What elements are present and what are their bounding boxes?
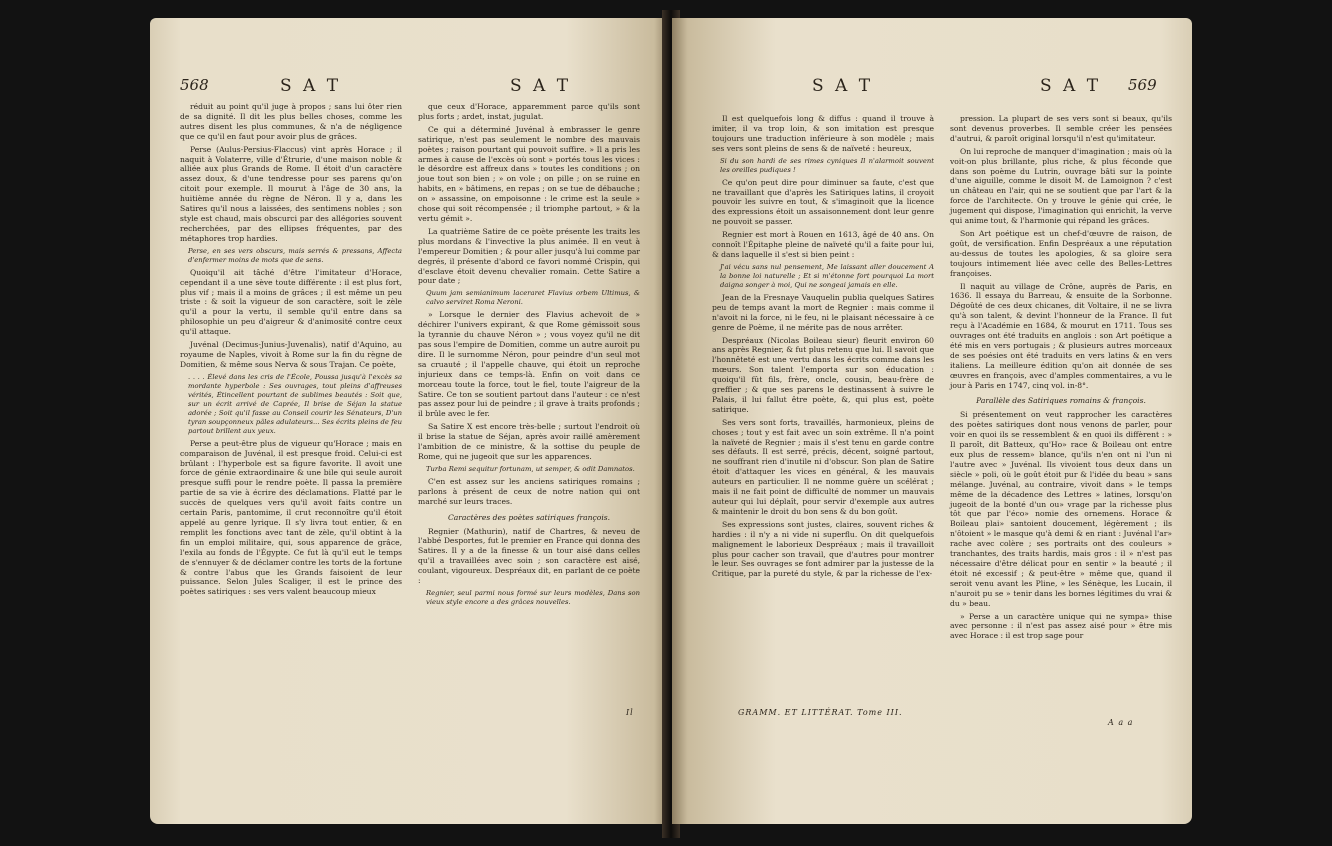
running-header: S A T (1040, 76, 1102, 96)
text-column (180, 102, 402, 600)
verse-quote: Si du son hardi de ses rimes cyniques Il n'alarmoit souvent les oreilles pudiques ! (720, 156, 934, 174)
footer-signature-line: GRAMM. ET LITTÉRAT. Tome III. (738, 708, 903, 717)
printer-signature: A a a (1108, 718, 1134, 727)
paragraph: Il est quelquefois long & diffus : quand il trouve à imiter, il va trop loin, & son imitation est presque toujours une traduction inférieure à son modèle ; mais ses vers sont pleins de sens & de naïveté : heureux, (712, 114, 934, 153)
text-column (950, 114, 1172, 644)
paragraph: Ce qu'on peut dire pour diminuer sa faute, c'est que ne travaillant que d'après les Satiriques latins, il croyoit pouvoir les suivre en tout, & s'imaginoit que la licence des expressions étoit un assaisonnement dont leur genre ne pouvoit se passer. (712, 177, 934, 227)
paragraph: réduit au point qu'il juge à propos ; sans lui ôter rien de sa dignité. Il dit les plus belles choses, comme les autres disent les plus communes, & n'a de négligence que ce qu'il en faut pour avoir plus de grâces. (180, 102, 402, 141)
paragraph: Il naquit au village de Crône, auprès de Paris, en 1636. Il essaya du Barreau, & ensuite de la Sorbonne. Dégoûté de ces deux chicanes, dit Voltaire, il ne se livra qu'à son talent, & devint l'honneur de la France. Il fut reçu à l'Académie en 1684, & mourut en 1711. Tous ses ouvrages ont été traduits en anglois : son Art poétique a été mis en vers portugais ; & plusieurs autres morceaux de ses poésies ont été traduits en vers latins & en vers italiens. La meilleure édition qu'on ait donnée de ses œuvres en françois, avec d'amples commentaires, a vu le jour à Paris en 1747, cinq vol. in-8°. (950, 281, 1172, 390)
verse-quote: . . . . Élevé dans les cris de l'École, Poussa jusqu'à l'excès sa mordante hyperbole : Ses ouvrages, tout pleins d'affreuses vérités, Étincellent pourtant de sublimes beautés : Soit que, sur un écrit arrivé de Caprée, Il brise de Séjan la statue adorée ; Soit qu'il fasse au Conseil courir les Sénateurs, D'un tyran soupçonneux pâles adulateurs... Ses écrits pleins de feu partout brillent aux yeux. (188, 372, 402, 435)
section-heading: Caractères des poètes satiriques françois. (447, 512, 611, 522)
latin-quote: Quum jam semianimum laceraret Flavius orbem Ultimus, & calvo serviret Roma Neroni. (426, 289, 640, 307)
verse-quote: Regnier, seul parmi nous formé sur leurs modèles, Dans son vieux style encore a des grâces nouvelles. (426, 588, 640, 606)
paragraph: Despréaux (Nicolas Boileau sieur) fleurit environ 60 ans après Regnier, & fut plus retenu que lui. Il savoit que l'honnêteté est une vertu dans les écrits comme dans les mœurs. Son talent l'emporta sur son éducation : quoiqu'il fût fils, frère, oncle, cousin, beau-frère de greffier ; & que ses parens le destinassent à suivre le Palais, il lui fallut être poète, &, qui plus est, poète satirique. (712, 335, 934, 414)
left-page (150, 18, 670, 824)
latin-quote: Turba Remi sequitur fortunam, ut semper, & odit Damnatos. (426, 464, 635, 473)
paragraph: Son Art poétique est un chef-d'œuvre de raison, de goût, de versification. Enfin Despréaux a une réputation au-dessus de toutes les apologies, & sa gloire sera toujours intimement liée avec celle des Belles-Lettres françoises. (950, 228, 1172, 278)
running-header: S A T (812, 76, 874, 96)
verse-quote: Perse, en ses vers obscurs, mais serrés & pressans, Affecta d'enfermer moins de mots que de sens. (188, 246, 402, 264)
paragraph: Ce qui a déterminé Juvénal à embrasser le genre satirique, n'est pas seulement le nombre des mauvais poètes ; raison pourtant qui pouvoit suffire. » Il a pris les armes à cause de l'excès où sont » portés tous les vices : le désordre est affreux dans » toutes les conditions ; on joue tout son bien ; » on vole ; on pille ; on se ruine en habits, en » bâtimens, en repas ; on se tue de débauche ; on » assassine, on empoisonne : le crime est la seule » chose qui soit récompensée ; il triomphe partout, » & la vertu gémit ». (418, 124, 640, 223)
paragraph: » Lorsque le dernier des Flavius achevoit de » déchirer l'univers expirant, & que Rome gémissoit sous la tyrannie du chauve Néron » ; vous voyez qu'il ne dit pas sous l'empire de Domitien, comme un autre auroit pu dire. Il le surnomme Néron, pour peindre d'un seul mot sa cruauté ; il l'appelle chauve, qui étoit un reproche injurieux dans ce temps-là. Enfin on voit dans ce morceau toute la force, tout le fiel, toute l'aigreur de la Satire. Ce ton se soutient partout dans l'auteur : ce n'est pas assez pour lui de peindre ; il grave à traits profonds ; il brûle avec le fer. (418, 310, 640, 419)
running-header: S A T (280, 76, 342, 96)
text-column (712, 114, 934, 582)
right-page (672, 18, 1192, 824)
paragraph: C'en est assez sur les anciens satiriques romains ; parlons à présent de ceux de notre nation qui ont marché sur leurs traces. (418, 476, 640, 506)
paragraph: Perse (Aulus-Persius-Flaccus) vint après Horace ; il naquit à Volaterre, ville d'Étrurie, d'une maison noble & alliée aux plus Grands de Rome. Il étoit d'un caractère assez doux, & d'une tendresse pour ses parens qu'on citoit pour exemple. Il mourut à l'âge de 30 ans, la huitième année du règne de Néron. Il y a, dans les Satires qu'il nous a laissées, des sentimens nobles ; son style est chaud, mais obscurci par des allégories souvent recherchées, par des ellipses fréquentes, par des métaphores trop hardies. (180, 144, 402, 243)
running-header: S A T (510, 76, 572, 96)
catchword: Il (626, 708, 634, 717)
paragraph: pression. La plupart de ses vers sont si beaux, qu'ils sont devenus proverbes. Il semble créer les pensées d'autrui, & paroît original lorsqu'il n'est qu'imitateur. (950, 114, 1172, 143)
paragraph: que ceux d'Horace, apparemment parce qu'ils sont plus forts ; ardet, instat, jugulat. (418, 102, 640, 121)
paragraph: Perse a peut-être plus de vigueur qu'Horace ; mais en comparaison de Juvénal, il est presque froid. Celui-ci est brûlant : l'hyperbole est sa figure favorite. Il avoit une force de génie extraordinaire & une bile qui seule auroit presque suffi pour le rendre poète. Il passa la première partie de sa vie à écrire des déclamations. Flatté par le succès de quelques vers qu'il avoit faits contre un certain Paris, pantomime, il crut reconnoître qu'il étoit appelé au genre lyrique. Il s'y livra tout entier, & en remplit les fonctions avec tant de zèle, qu'il obtint à la fin un emploi militaire, qui, sous apparence de grâce, l'exila au fonds de l'Égypte. Ce fut là qu'il eut le temps de s'ennuyer & de déclamer contre les torts de la fortune & contre l'abus que les Grands faisoient de leur puissance. Selon Jules Scaliger, il est le prince des poètes satiriques : ses vers valent beaucoup mieux (180, 438, 402, 597)
paragraph: Ses vers sont forts, travaillés, harmonieux, pleins de choses ; tout y est fait avec un soin extrême. Il n'a point la naïveté de Regnier ; mais il s'est tenu en garde contre ses défauts. Il est serré, précis, décent, soigné partout, ne souffrant rien d'inutile ni d'obscur. Son plan de Satire étoit d'attaquer les vices en général, & les mauvais auteurs en particulier. Il ne nomme guère un scélérat ; mais il ne fait point de difficulté de nommer un mauvais auteur qui lui déplaît, pour servir d'exemple aux autres & maintenir le droit du bon sens & du bon goût. (712, 417, 934, 516)
section-heading: Parallèle des Satiriques romains & françois. (976, 396, 1146, 406)
verse-quote: J'ai vécu sans nul pensement, Me laissant aller doucement A la bonne loi naturelle ; Et si m'étonne fort pourquoi La mort daigna songer à moi, Qui ne songeai jamais en elle. (720, 262, 934, 289)
paragraph: Juvénal (Decimus-Junius-Juvenalis), natif d'Aquino, au royaume de Naples, vivoit à Rome sur la fin du règne de Domitien, & même sous Nerva & sous Trajan. Ce poète, (180, 340, 402, 369)
open-book (150, 10, 1192, 838)
paragraph: Regnier (Mathurin), natif de Chartres, & neveu de l'abbé Desportes, fut le premier en France qui donna des Satires. Il y a de la finesse & un tour aisé dans celles qu'il a travaillées avec soin ; son caractère est aisé, coulant, vigoureux. Despréaux dit, en parlant de ce poète : (418, 526, 640, 586)
paragraph: Sa Satire X est encore très-belle ; surtout l'endroit où il brise la statue de Séjan, après avoir raillé amèrement l'ambition de ce ministre, & la sottise du peuple de Rome, qui ne jugeoit que sur les apparences. (418, 422, 640, 461)
paragraph: On lui reproche de manquer d'imagination ; mais où la voit-on plus brillante, plus riche, & plus féconde que dans son poème du Lutrin, ouvrage bâti sur la pointe d'une aiguille, comme le disoit M. de Lamoignon ? c'est un château en l'air, qui ne se soutient que par l'art & la force de l'architecte. On y trouve le génie qui crée, le jugement qui dispose, l'imagination qui enrichit, la verve qui anime tout, & l'harmonie qui répand les grâces. (950, 146, 1172, 226)
page-number: 568 (180, 76, 209, 94)
page-number: 569 (1128, 76, 1157, 94)
paragraph: Jean de la Fresnaye Vauquelin publia quelques Satires peu de temps avant la mort de Regnier : mais comme il n'avoit ni la force, ni le feu, ni le plaisant nécessaire à ce genre de Poème, il ne mérite pas de nous arrêter. (712, 292, 934, 332)
paragraph: Regnier est mort à Rouen en 1613, âgé de 40 ans. On connoît l'Épitaphe pleine de naïveté qu'il a faite pour lui, & dans laquelle il s'est si bien peint : (712, 230, 934, 259)
text-column (418, 102, 640, 610)
paragraph: Quoiqu'il ait tâché d'être l'imitateur d'Horace, cependant il a une sève toute différente : il est plus fort, plus vif ; mais il a moins de grâces ; il est même un peu triste : & soit la vigueur de son caractère, soit le zèle qu'il a pour la vertu, il semble qu'il entre dans sa philosophie un peu d'aigreur & d'animosité contre ceux qu'il attaque. (180, 267, 402, 337)
paragraph: » Perse a un caractère unique qui ne sympa» thise avec personne : il n'est pas assez aisé pour » être mis avec Horace : il est trop sage pour (950, 611, 1172, 641)
paragraph: Ses expressions sont justes, claires, souvent riches & hardies : il n'y a ni vide ni superflu. On dit quelquefois malignement le laborieux Despréaux ; mais il travailloit plus pour cacher son travail, que d'autres pour montrer le leur. Ses ouvrages se font admirer par la justesse de la Critique, par la pureté du style, & par la richesse de l'ex- (712, 519, 934, 579)
paragraph: La quatrième Satire de ce poète présente les traits les plus mordans & l'invective la plus animée. Il en veut à l'empereur Domitien ; & pour aller jusqu'à lui comme par degrés, il présente d'abord ce favori nommé Crispin, qui d'esclave étoit devenu chevalier romain. Cette Satire a pour date ; (418, 226, 640, 286)
paragraph: Si présentement on veut rapprocher les caractères des poètes satiriques dont nous venons de parler, pour voir en quoi ils se ressemblent & en quoi ils diffèrent : » Il paroît, dit Batteux, qu'Ho» race & Boileau ont entre eux plus de ressem» blance, qu'ils n'en ont ni l'un ni l'autre avec » Juvénal. Ils vivoient tous deux dans un siècle » poli, où le goût étoit pur & l'idée du beau » sans mélange. Juvénal, au contraire, vivoit dans » le temps même de la décadence des Lettres » latines, lorsqu'on jugeoit de la bonté d'un ou» vrage par la richesse plus tôt que par l'éco» nomie des ornemens. Horace & Boileau plai» santoient doucement, légèrement ; ils n'ôtoient » le masque qu'à demi & en riant : Juvénal l'ar» rache avec colère ; ses portraits ont des couleurs » tranchantes, des traits hardis, mais gros : il » n'est pas nécessaire d'être délicat pour en sentir » la beauté ; il étoit né excessif ; & peut-être » même que, quand il seroit venu avant les Pline, » les Sénèque, les Lucain, il n'auroit pu se » tenir dans les bornes légitimes du vrai & du » beau. (950, 410, 1172, 608)
